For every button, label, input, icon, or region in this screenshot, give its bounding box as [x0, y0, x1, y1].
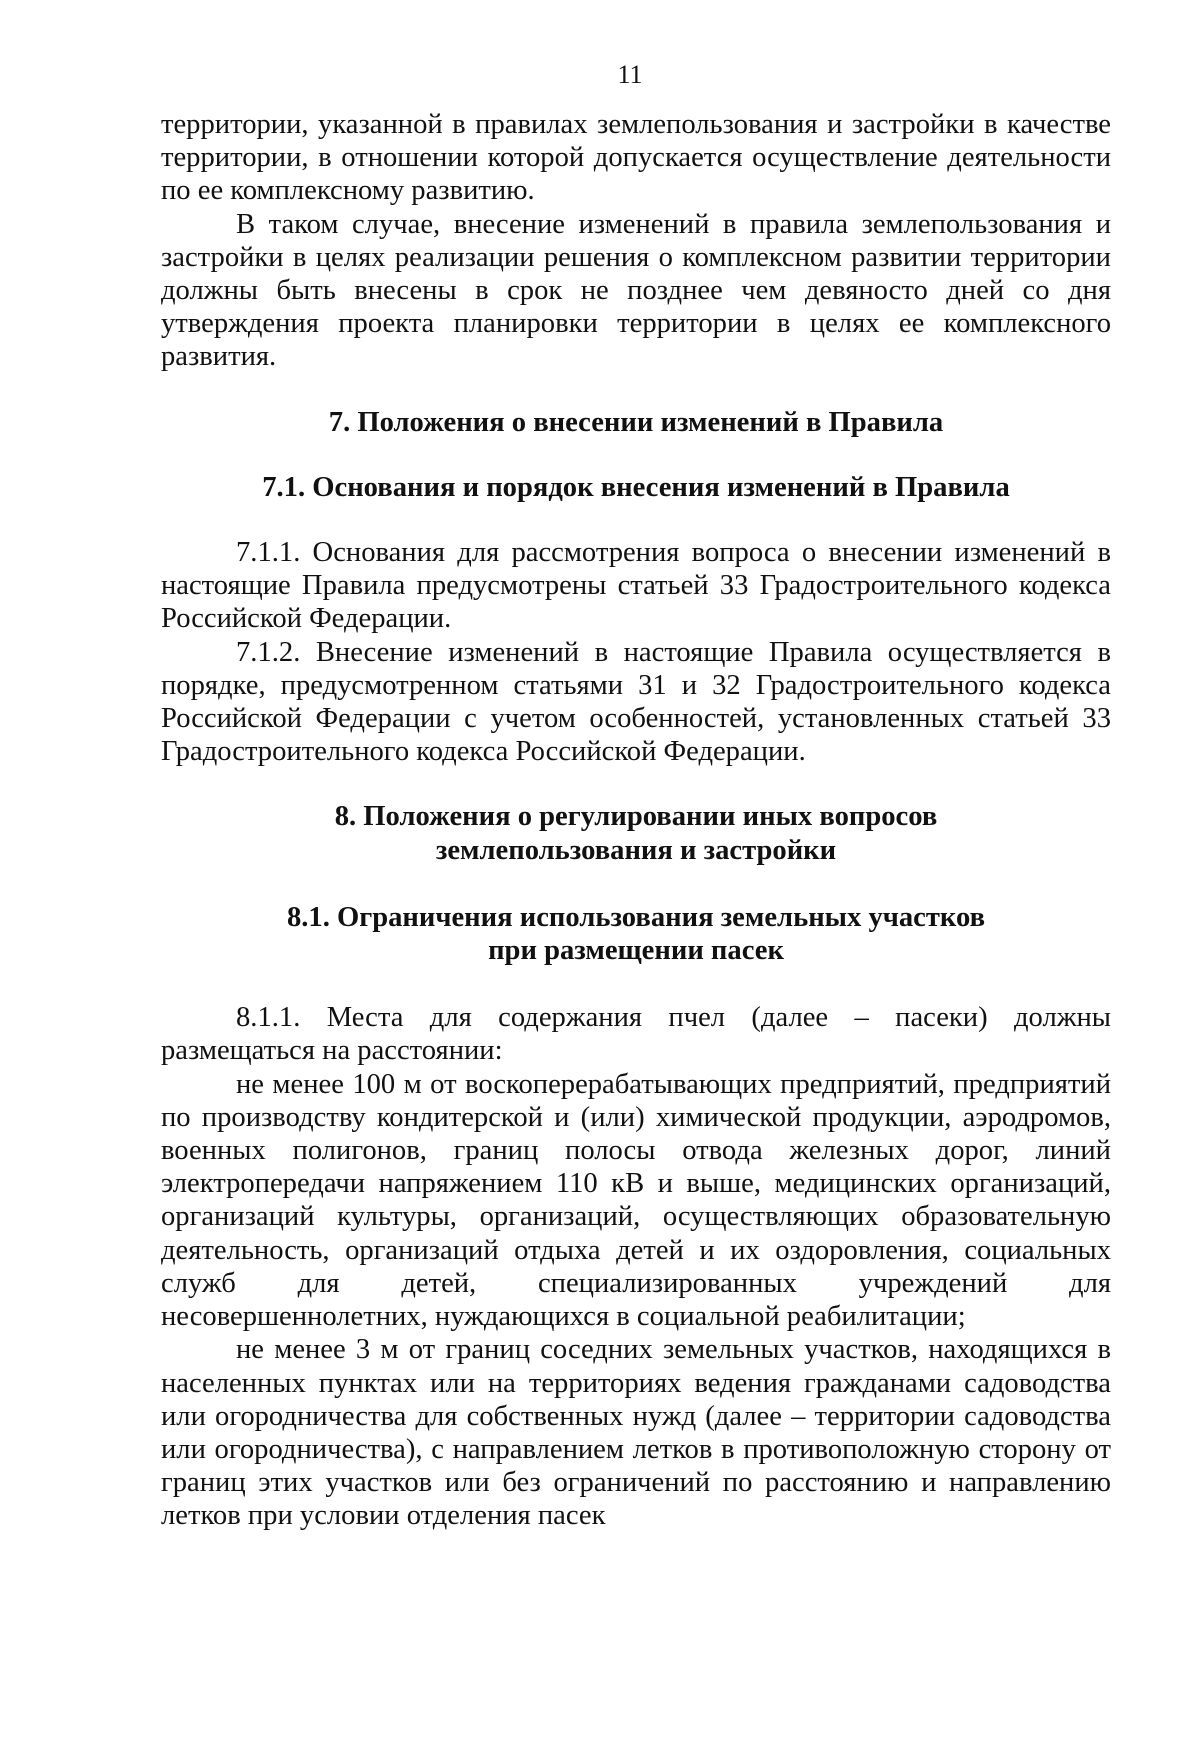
- page-number: 11: [617, 60, 643, 89]
- section-8-title-line-1: 8. Положения о регулировании иных вопросов: [334, 801, 938, 833]
- paragraph-amendment-deadline: В таком случае, внесение изменений в правила землепользования и застройки в целях реализации решения о комплексном развитии территории должны быть внесены в срок не позднее чем девяносто дней со дня утверждения проекта планировки территории в целях ее комплексного развития.: [161, 208, 1111, 373]
- paragraph-continuation: территории, указанной в правилах землепользования и застройки в качестве территории, в отношении которой допускается осуществление деятельности по ее комплексному развитию.: [161, 109, 1111, 207]
- section-8-title: [161, 800, 1111, 866]
- section-8-1-title-line-1: 8.1. Ограничения использования земельных участков: [286, 901, 986, 933]
- section-7-1-title: 7.1. Основания и порядок внесения изменений в Правила: [262, 471, 1010, 503]
- section-7-title: 7. Положения о внесении изменений в Правила: [328, 406, 944, 438]
- clause-7-1-2: 7.1.2. Внесение изменений в настоящие Правила осуществляется в порядке, предусмотренном статьями 31 и 32 Градостроительного кодекса Российской Федерации с учетом особенностей, установленных статьей 33 Градостроительного кодекса Российской Федерации.: [161, 636, 1111, 768]
- clause-8-1-1: 8.1.1. Места для содержания пчел (далее – пасеки) должны размещаться на расстоянии:: [161, 1002, 1111, 1067]
- section-8-title-line-2: землепользования и застройки: [435, 834, 837, 866]
- document-body: [161, 108, 1111, 1533]
- list-item-3m: не менее 3 м от границ соседних земельных участков, находящихся в населенных пунктах или на территориях ведения гражданами садоводства или огородничества для собственных нужд (далее – территории садоводства или огородничества), с направлением летков в противоположную сторону от границ этих участков или без ограничений по расстоянию и направлению летков при условии отделения пасек: [161, 1334, 1111, 1532]
- clause-7-1-1: 7.1.1. Основания для рассмотрения вопроса о внесении изменений в настоящие Правила предусмотрены статьей 33 Градостроительного кодекса Российской Федерации.: [161, 537, 1111, 635]
- list-item-100m: не менее 100 м от воскоперерабатывающих предприятий, предприятий по производству кондитерской и (или) химической продукции, аэродромов, военных полигонов, границ полосы отвода железных дорог, линий электропередачи напряжением 110 кВ и выше, медицинских организаций, организаций культуры, организаций, осуществляющих образовательную деятельность, организаций отдыха детей и их оздоровления, социальных служб для детей, специализированных учреждений для несовершеннолетних, нуждающихся в социальной реабилитации;: [161, 1068, 1111, 1333]
- section-8-1-title-line-2: при размещении пасек: [488, 935, 784, 967]
- section-8-1-title: [161, 901, 1111, 967]
